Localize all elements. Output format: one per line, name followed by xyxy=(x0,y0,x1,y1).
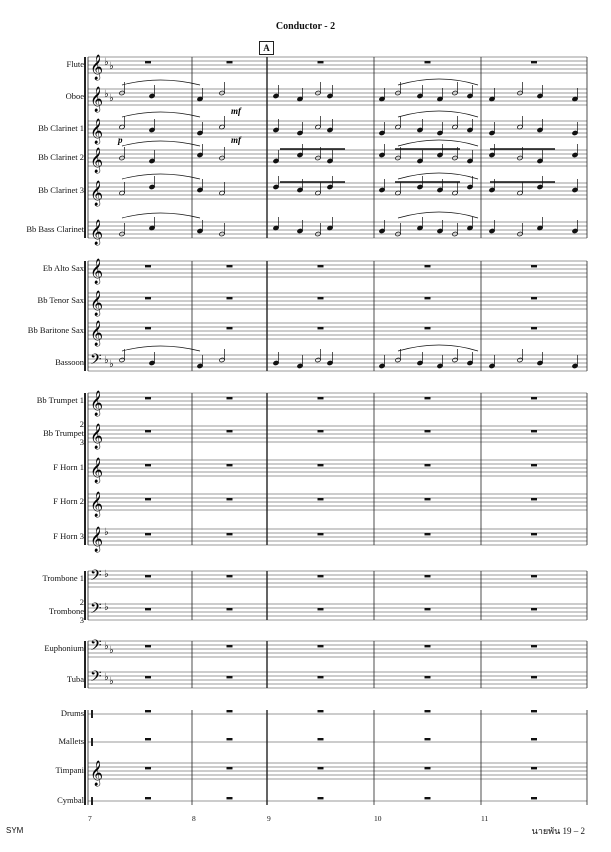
whole-rest xyxy=(227,61,233,63)
whole-rest xyxy=(318,645,324,647)
slur xyxy=(122,213,200,218)
flat-sign: ♭ xyxy=(104,355,109,366)
flat-sign: ♭ xyxy=(109,645,114,656)
flat-sign: ♭ xyxy=(104,527,109,538)
bass-clef: 𝄢 xyxy=(90,351,102,372)
slur xyxy=(122,346,200,351)
whole-rest xyxy=(318,575,324,577)
bass-clef: 𝄢 xyxy=(90,600,102,621)
bass-clef: 𝄢 xyxy=(90,668,102,689)
whole-rest xyxy=(145,738,151,740)
whole-rest xyxy=(318,397,324,399)
instrument-label: Bb Trumpet 1 xyxy=(36,395,84,405)
treble-clef: 𝄞 xyxy=(90,87,104,112)
flat-sign: ♭ xyxy=(104,57,109,68)
whole-rest xyxy=(425,608,431,610)
instrument-label: F Horn 2 xyxy=(53,496,84,506)
whole-rest xyxy=(145,645,151,647)
whole-rest xyxy=(145,464,151,466)
whole-rest xyxy=(531,327,537,329)
flat-sign: ♭ xyxy=(104,89,109,100)
treble-clef: 𝄞 xyxy=(90,259,104,284)
whole-rest xyxy=(318,61,324,63)
percussion-clef xyxy=(91,738,93,746)
whole-rest xyxy=(425,676,431,678)
instrument-label: Bb Clarinet 3 xyxy=(38,185,84,195)
whole-rest xyxy=(531,533,537,535)
whole-rest xyxy=(531,797,537,799)
whole-rest xyxy=(145,676,151,678)
slur xyxy=(398,140,478,146)
whole-rest xyxy=(145,498,151,500)
treble-clef: 𝄞 xyxy=(90,291,104,316)
instrument-label: Flute xyxy=(66,59,84,69)
percussion-clef xyxy=(91,710,93,718)
instrument-label: Euphonium xyxy=(44,643,84,653)
measure-number-11: 11 xyxy=(481,814,489,823)
treble-clef: 𝄞 xyxy=(90,527,104,552)
instrument-label: Mallets xyxy=(58,736,84,746)
whole-rest xyxy=(531,61,537,63)
slur xyxy=(122,141,200,146)
whole-rest xyxy=(531,464,537,466)
treble-clef: 𝄞 xyxy=(90,119,104,144)
instrument-label: Bb Bass Clarinet xyxy=(26,224,84,234)
whole-rest xyxy=(145,608,151,610)
whole-rest xyxy=(318,430,324,432)
instrument-label: Oboe xyxy=(65,91,84,101)
whole-rest xyxy=(425,498,431,500)
whole-rest xyxy=(227,498,233,500)
treble-clef: 𝄞 xyxy=(90,181,104,206)
whole-rest xyxy=(425,397,431,399)
instrument-label: Cymbal xyxy=(57,795,84,805)
whole-rest xyxy=(318,767,324,769)
treble-clef: 𝄞 xyxy=(90,148,104,173)
treble-clef: 𝄞 xyxy=(90,458,104,483)
whole-rest xyxy=(318,797,324,799)
flat-sign: ♭ xyxy=(104,569,109,580)
whole-rest xyxy=(227,533,233,535)
whole-rest xyxy=(227,265,233,267)
whole-rest xyxy=(145,61,151,63)
treble-clef: 𝄞 xyxy=(90,321,104,346)
whole-rest xyxy=(227,767,233,769)
whole-rest xyxy=(145,797,151,799)
staff-number: 3 xyxy=(79,437,84,447)
whole-rest xyxy=(318,327,324,329)
whole-rest xyxy=(425,645,431,647)
dynamic-mf-oboe: mf xyxy=(231,106,241,116)
bass-clef: 𝄢 xyxy=(90,637,102,658)
measure-number-9: 9 xyxy=(267,814,271,823)
dynamics-group xyxy=(117,106,242,145)
treble-clef: 𝄞 xyxy=(90,391,104,416)
whole-rest xyxy=(145,265,151,267)
percussion-clef xyxy=(91,797,93,805)
whole-rest xyxy=(145,327,151,329)
whole-rest xyxy=(227,327,233,329)
whole-rest xyxy=(425,738,431,740)
staff-number: 2 xyxy=(79,597,84,607)
whole-rest xyxy=(425,710,431,712)
page-title: Conductor - 2 xyxy=(275,21,336,32)
flat-sign: ♭ xyxy=(104,672,109,683)
whole-rest xyxy=(318,738,324,740)
whole-rest xyxy=(531,710,537,712)
slur xyxy=(398,111,478,117)
whole-rest xyxy=(318,464,324,466)
whole-rest xyxy=(227,297,233,299)
whole-rest xyxy=(531,575,537,577)
instrument-label: Bb Clarinet 2 xyxy=(38,152,84,162)
measure-number-7: 7 xyxy=(88,814,92,823)
measure-number-8: 8 xyxy=(192,814,196,823)
treble-clef: 𝄞 xyxy=(90,492,104,517)
instrument-label: Bb Tenor Sax xyxy=(37,295,84,305)
whole-rest xyxy=(425,797,431,799)
whole-rest xyxy=(531,738,537,740)
whole-rest xyxy=(318,533,324,535)
rehearsal-mark: A xyxy=(259,41,274,55)
measure-number-10: 10 xyxy=(374,814,382,823)
flat-sign: ♭ xyxy=(104,641,109,652)
flat-sign: ♭ xyxy=(104,602,109,613)
staff-lines-group xyxy=(85,54,587,805)
footer-page-number: นายพัน 19 – 2 xyxy=(531,826,585,836)
staff-number: 3 xyxy=(79,615,84,625)
whole-rest xyxy=(227,397,233,399)
whole-rest xyxy=(531,498,537,500)
slur xyxy=(398,173,478,179)
whole-rest xyxy=(425,430,431,432)
instrument-label: Bassoon xyxy=(55,357,84,367)
instrument-name: Bb Trumpet xyxy=(43,428,84,438)
whole-rest xyxy=(425,297,431,299)
slur xyxy=(122,80,200,85)
whole-rest xyxy=(318,710,324,712)
whole-rest xyxy=(531,265,537,267)
whole-rest xyxy=(145,533,151,535)
whole-rest xyxy=(425,327,431,329)
instrument-label: Trombone 1 xyxy=(42,573,84,583)
whole-rest xyxy=(227,710,233,712)
whole-rest xyxy=(425,533,431,535)
footer-left-text: SYM xyxy=(6,826,24,835)
flat-sign: ♭ xyxy=(109,676,114,687)
instrument-label: Eb Alto Sax xyxy=(42,263,84,273)
whole-rest xyxy=(318,297,324,299)
instrument-label xyxy=(0,420,84,447)
whole-rest xyxy=(227,464,233,466)
instrument-label: Tuba xyxy=(66,674,84,684)
whole-rest xyxy=(318,498,324,500)
treble-clef: 𝄞 xyxy=(90,424,104,449)
flat-sign: ♭ xyxy=(109,359,114,370)
whole-rest xyxy=(318,608,324,610)
whole-rest xyxy=(531,608,537,610)
whole-rest xyxy=(531,645,537,647)
slur xyxy=(122,174,200,179)
treble-clef: 𝄞 xyxy=(90,55,104,80)
treble-clef: 𝄞 xyxy=(90,761,104,786)
whole-rest xyxy=(145,575,151,577)
whole-rest xyxy=(425,767,431,769)
bass-clef: 𝄢 xyxy=(90,567,102,588)
slur xyxy=(122,112,200,117)
whole-rest xyxy=(531,676,537,678)
flat-sign: ♭ xyxy=(109,93,114,104)
slur xyxy=(398,212,478,218)
instrument-label xyxy=(0,598,84,625)
whole-rest xyxy=(227,575,233,577)
slur xyxy=(398,79,478,85)
instrument-label: Bb Baritone Sax xyxy=(27,325,84,335)
flat-sign: ♭ xyxy=(109,61,114,72)
dynamic-mf-clarinet: mf xyxy=(231,135,241,145)
instrument-label: F Horn 1 xyxy=(53,462,84,472)
whole-rest xyxy=(145,710,151,712)
staff-number: 2 xyxy=(79,419,84,429)
whole-rest xyxy=(227,738,233,740)
dynamic-p: p xyxy=(118,135,123,145)
slur xyxy=(398,345,478,351)
whole-rest xyxy=(145,397,151,399)
whole-rest xyxy=(425,464,431,466)
treble-clef: 𝄞 xyxy=(90,220,104,245)
whole-rest xyxy=(227,645,233,647)
whole-rest xyxy=(227,676,233,678)
whole-rest xyxy=(318,265,324,267)
whole-rest xyxy=(425,265,431,267)
instrument-label: Drums xyxy=(60,708,84,718)
whole-rest xyxy=(425,61,431,63)
whole-rest xyxy=(531,297,537,299)
whole-rest xyxy=(318,676,324,678)
instrument-name: Trombone xyxy=(48,606,84,616)
whole-rest xyxy=(531,430,537,432)
whole-rest xyxy=(145,297,151,299)
whole-rest xyxy=(425,575,431,577)
instrument-label: Bb Clarinet 1 xyxy=(38,123,84,133)
whole-rest xyxy=(227,430,233,432)
whole-rest xyxy=(227,797,233,799)
whole-rest xyxy=(227,608,233,610)
whole-rest xyxy=(531,767,537,769)
whole-rest xyxy=(531,397,537,399)
whole-rest xyxy=(145,767,151,769)
instrument-label: Timpani xyxy=(55,765,84,775)
whole-rest xyxy=(145,430,151,432)
instrument-label: F Horn 3 xyxy=(53,531,84,541)
